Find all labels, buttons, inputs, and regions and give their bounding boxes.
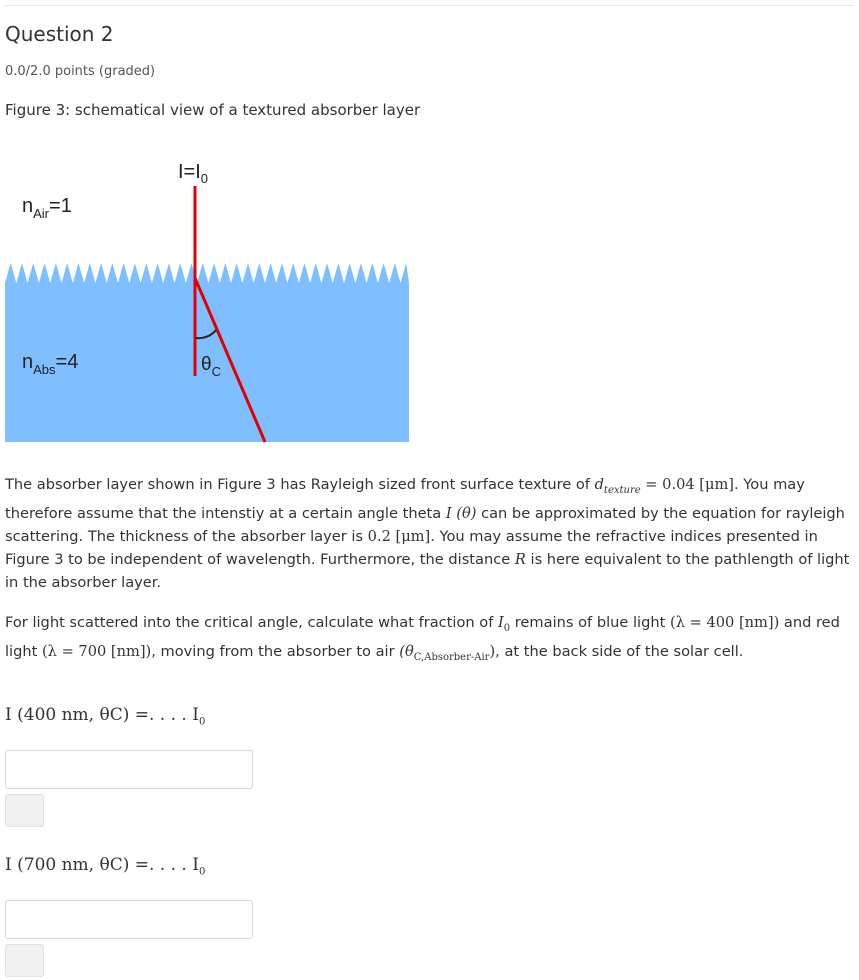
- submit-button-blue[interactable]: [5, 794, 44, 827]
- answer-input-blue[interactable]: [5, 750, 253, 789]
- problem-task: For light scattered into the critical angle, calculate what fraction of $I_0$ remains of blue light (λ = 400 [nm]) and red light (λ = 700 [nm]), moving from the absorber to air $(\theta_{C,Absorber-Air})$, at the back side of the solar cell.: [5, 614, 840, 663]
- points-status: 0.0/2.0 points (graded): [5, 64, 156, 79]
- answer-input-red[interactable]: [5, 900, 253, 939]
- figure-caption: Figure 3: schematical view of a textured absorber layer: [5, 101, 421, 119]
- equation-blue: I (400 nm, θC) =. . . . $I_0$: [5, 705, 206, 728]
- question-title: Question 2: [5, 22, 114, 46]
- absorber-figure: [0, 150, 420, 450]
- n-abs-label: $n_{Abs}=4$: [22, 351, 79, 377]
- equation-red: I (700 nm, θC) =. . . . $I_0$: [5, 855, 206, 878]
- intensity-label: $I=I_0$: [178, 161, 209, 186]
- submit-button-red[interactable]: [5, 944, 44, 977]
- n-air-label: $n_{Air}=1$: [22, 195, 72, 221]
- problem-description: The absorber layer shown in Figure 3 has Rayleigh sized front surface texture of $d_{texture} = 0.04$ [μm]. You may therefore assume that the intenstiy at a certain angle theta I (θ) can be approximated by the equation for rayleigh scattering. The thickness of the absorber layer is 0.2 [μm]. You may assume the refractive indices presented in Figure 3 to be independent of wavelength. Furthermore, the distance R is here equivalent to the pathlength of light in the absorber layer.: [5, 476, 850, 591]
- theta-c-label: $\theta_C$: [201, 354, 221, 379]
- top-divider: [5, 5, 854, 6]
